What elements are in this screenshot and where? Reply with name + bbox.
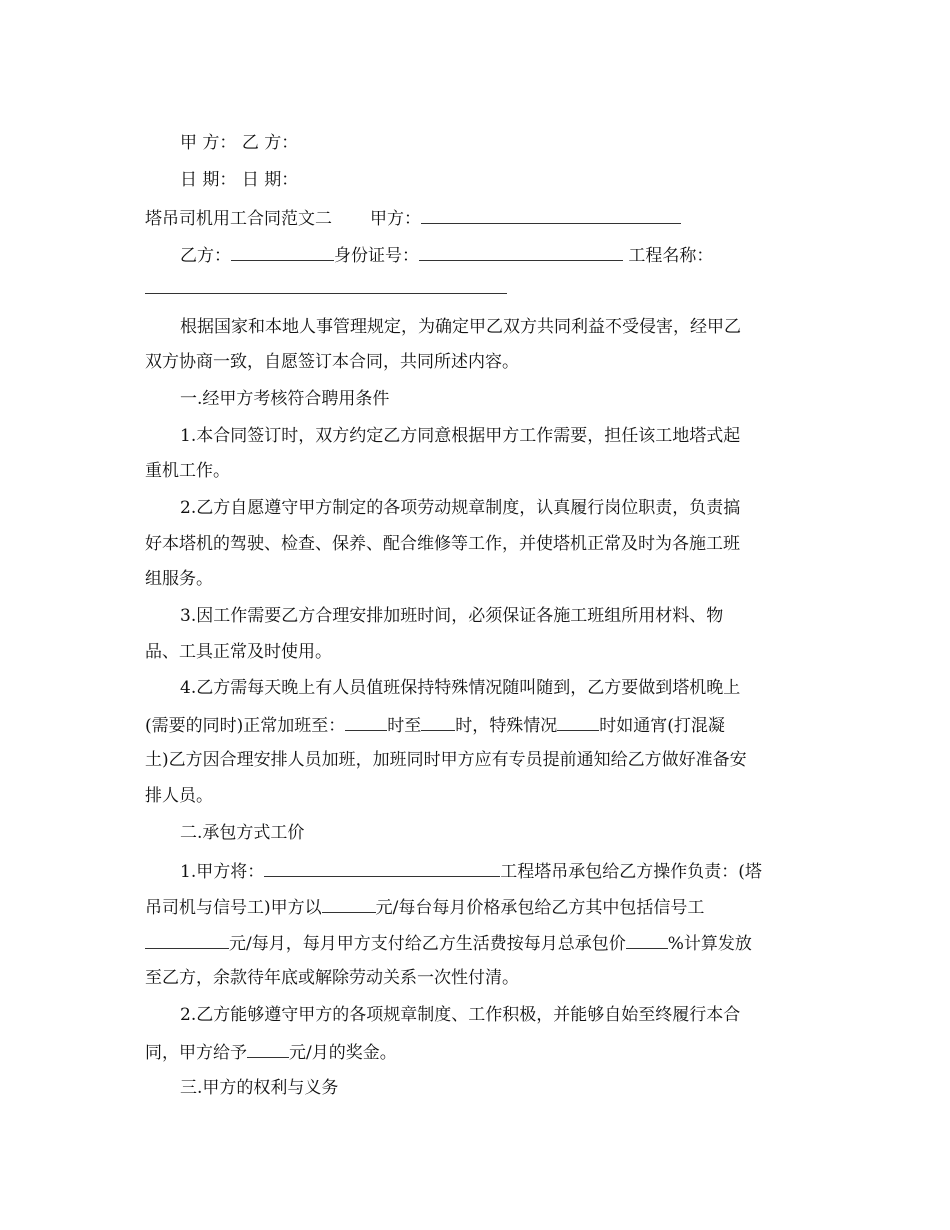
s1-item1-line1: 1.本合同签订时，双方约定乙方同意根据甲方工作需要，担任该工地塔式起 (180, 426, 741, 446)
overtime-end-blank (421, 712, 455, 731)
s1-item3-line1: 3.因工作需要乙方合理安排加班时间，必须保证各施工班组所用材料、物 (180, 606, 724, 626)
s2-item1-line3: 元/每月，每月甲方支付给乙方生活费按每月总承包价 %计算发放 (145, 930, 752, 954)
s1-item2-line1: 2.乙方自愿遵守甲方制定的各项劳动规章制度，认真履行岗位职责，负责搞 (180, 498, 741, 518)
project-blank (264, 858, 500, 877)
s2-item1-line4: 至乙方，余款待年底或解除劳动关系一次性付清。 (145, 968, 519, 988)
monthly-price-blank (322, 894, 376, 913)
s1-item4-line2: (需要的同时)正常加班至： 时至 时，特殊情况 时如通宵(打混凝 (145, 712, 725, 736)
bonus-blank (247, 1039, 289, 1058)
party-a-blank (421, 205, 681, 224)
s2-item1-line2: 吊司机与信号工)甲方以 元/每台每月价格承包给乙方其中包括信号工 (145, 894, 704, 918)
s1-item4-line3: 土)乙方因合理安排人员加班，加班同时甲方应有专员提前通知给乙方做好准备安 (145, 750, 747, 770)
id-label: 身份证号： (334, 246, 419, 266)
party-b-name-blank (231, 242, 334, 261)
id-number-blank (419, 242, 623, 261)
section-2-heading: 二.承包方式工价 (180, 823, 305, 843)
date-label-b: 日 期： (241, 170, 299, 190)
intro-line-2: 双方协商一致，自愿签订本合同，共同所述内容。 (145, 352, 519, 372)
title-line (145, 205, 681, 229)
percentage-blank (626, 930, 668, 949)
date-label-a: 日 期： (180, 170, 237, 190)
section-1-heading: 一.经甲方考核符合聘用条件 (180, 389, 390, 409)
s1-item1-line2: 重机工作。 (145, 461, 230, 481)
date-line (180, 168, 298, 192)
title-party-a-label: 甲方： (370, 209, 421, 229)
project-name-label: 工程名称： (628, 246, 714, 266)
s2-item1-line1: 1.甲方将： 工程塔吊承包给乙方操作负责：(塔 (180, 858, 762, 882)
party-signature-line (180, 131, 298, 155)
s1-item4-line1: 4.乙方需每天晚上有人员值班保持特殊情况随叫随到，乙方要做到塔机晚上 (180, 678, 741, 698)
s2-item2-line2: 同，甲方给予 元/月的奖金。 (145, 1039, 397, 1063)
signalman-wage-blank (145, 930, 229, 949)
overtime-start-blank (345, 712, 387, 731)
s1-item2-line3: 组服务。 (145, 569, 213, 589)
party-a-label: 甲 方： (180, 133, 237, 153)
special-case-blank (557, 712, 599, 731)
section-3-heading: 三.甲方的权利与义务 (180, 1078, 339, 1098)
s2-item2-line1: 2.乙方能够遵守甲方的各项规章制度、工作积极，并能够自始至终履行本合 (180, 1005, 741, 1025)
intro-line-1: 根据国家和本地人事管理规定，为确定甲乙双方共同利益不受侵害，经甲乙 (180, 317, 741, 337)
s1-item4-line4: 排人员。 (145, 786, 213, 806)
party-b-field-label: 乙方： (180, 246, 231, 266)
s1-item2-line2: 好本塔机的驾驶、检查、保养、配合维修等工作，并使塔机正常及时为各施工班 (145, 534, 740, 554)
project-name-blank (145, 293, 507, 294)
document-title: 塔吊司机用工合同范文二 (145, 209, 332, 229)
party-b-info-line (180, 242, 713, 266)
party-b-label: 乙 方： (241, 133, 299, 153)
s1-item3-line2: 品、工具正常及时使用。 (145, 642, 332, 662)
